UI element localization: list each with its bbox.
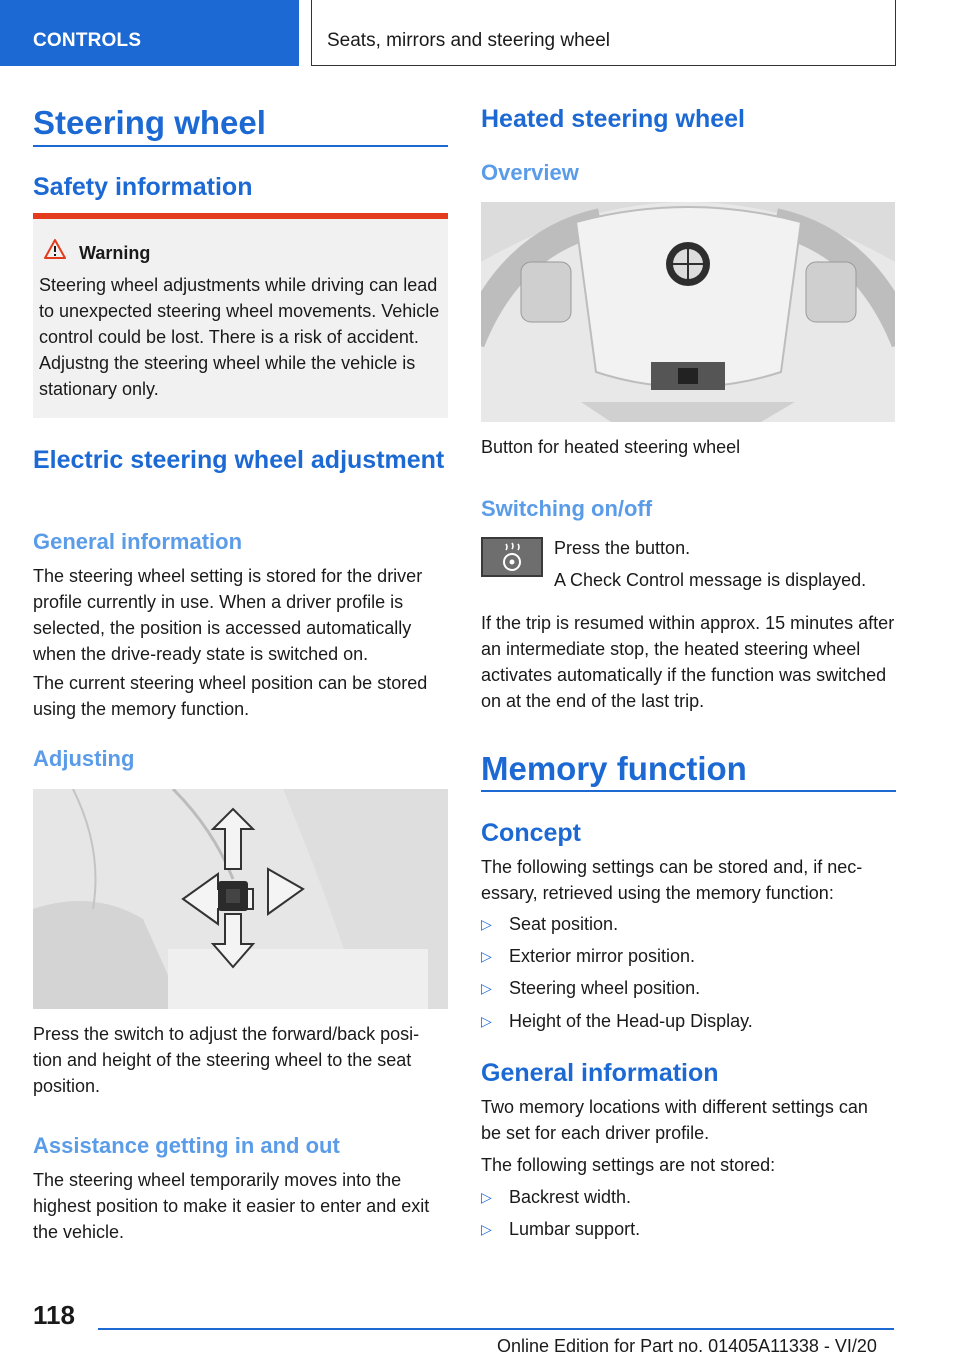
warning-box (33, 213, 448, 418)
footer-rule (98, 1328, 894, 1330)
triangle-bullet-icon: ▷ (481, 1221, 492, 1237)
memory-function-title: Memory function (481, 750, 747, 787)
triangle-bullet-icon: ▷ (481, 980, 492, 996)
concept-heading: Concept (481, 819, 581, 847)
memory-general-information-heading: General information (481, 1059, 719, 1087)
header-chapter-box (311, 0, 896, 66)
trip-resume-paragraph: If the trip is resumed within approx. 15 minutes after an intermediate stop, the heated steering wheel activates automatically if the function was switched on at the end of the last trip. (481, 613, 895, 711)
press-button-text: Press the button. (554, 538, 691, 558)
header-section-label: CONTROLS (33, 30, 142, 51)
adjusting-heading: Adjusting (33, 746, 135, 771)
title-rule (33, 145, 448, 147)
heated-steering-wheel-icon (481, 537, 543, 577)
assistance-heading: Assistance getting in and out (33, 1133, 340, 1158)
header-section-tab (0, 0, 299, 66)
overview-caption: Button for heated steering wheel (481, 437, 741, 457)
general-information-heading: General information (33, 529, 243, 554)
page-title: Steering wheel (33, 104, 266, 141)
assistance-paragraph: The steering wheel temporarily moves into the highest position to make it easier to enter and exit the vehicle. (33, 1170, 430, 1242)
adjusting-caption: Press the switch to adjust the forward/back posi‐tion and height of the steering wheel to the seat position. (33, 1024, 420, 1096)
heated-steering-heading: Heated steering wheel (481, 105, 745, 133)
overview-heading: Overview (481, 160, 579, 185)
triangle-bullet-icon: ▷ (481, 1189, 492, 1205)
electric-adjustment-heading: Electric steering wheel adjustment (33, 446, 445, 474)
warning-bar (33, 213, 448, 219)
general-information-paragraph-1: The steering wheel setting is stored for the driver profile currently in use. When a driver profile is selected, the position is accessed automatically when the drive-ready state is switched on. (33, 566, 423, 664)
footer-edition: Online Edition for Part no. 01405A11338 - VI/20 (497, 1336, 877, 1356)
switching-heading: Switching on/off (481, 496, 653, 521)
memory-general-paragraph-1: Two memory locations with different settings can be set for each driver profile. (481, 1097, 868, 1143)
warning-text: Steering wheel adjustments while driving can lead to unexpected steering wheel movements. Vehicle control could be lost. There is a risk of accident. Adjustng the steering wheel while the vehicle is stationary only. (39, 275, 440, 399)
warning-triangle-icon (44, 238, 66, 260)
concept-paragraph: The following settings can be stored and, if nec‐essary, retrieved using the memory function: (481, 857, 863, 903)
check-control-text: A Check Control message is displayed. (554, 570, 867, 590)
heated-steering-wheel-image (481, 202, 895, 422)
triangle-bullet-icon: ▷ (481, 916, 492, 932)
safety-heading: Safety information (33, 173, 253, 201)
triangle-bullet-icon: ▷ (481, 1013, 492, 1029)
memory-general-paragraph-2: The following settings are not stored: (481, 1155, 776, 1175)
warning-label: Warning (79, 243, 151, 263)
general-information-paragraph-2: The current steering wheel position can be stored using the memory function. (33, 673, 428, 719)
steering-adjust-switch-image (33, 789, 448, 1009)
triangle-bullet-icon: ▷ (481, 948, 492, 964)
page-number: 118 (33, 1300, 75, 1330)
memory-title-rule (481, 790, 896, 792)
header-chapter-label: Seats, mirrors and steering wheel (327, 30, 611, 51)
